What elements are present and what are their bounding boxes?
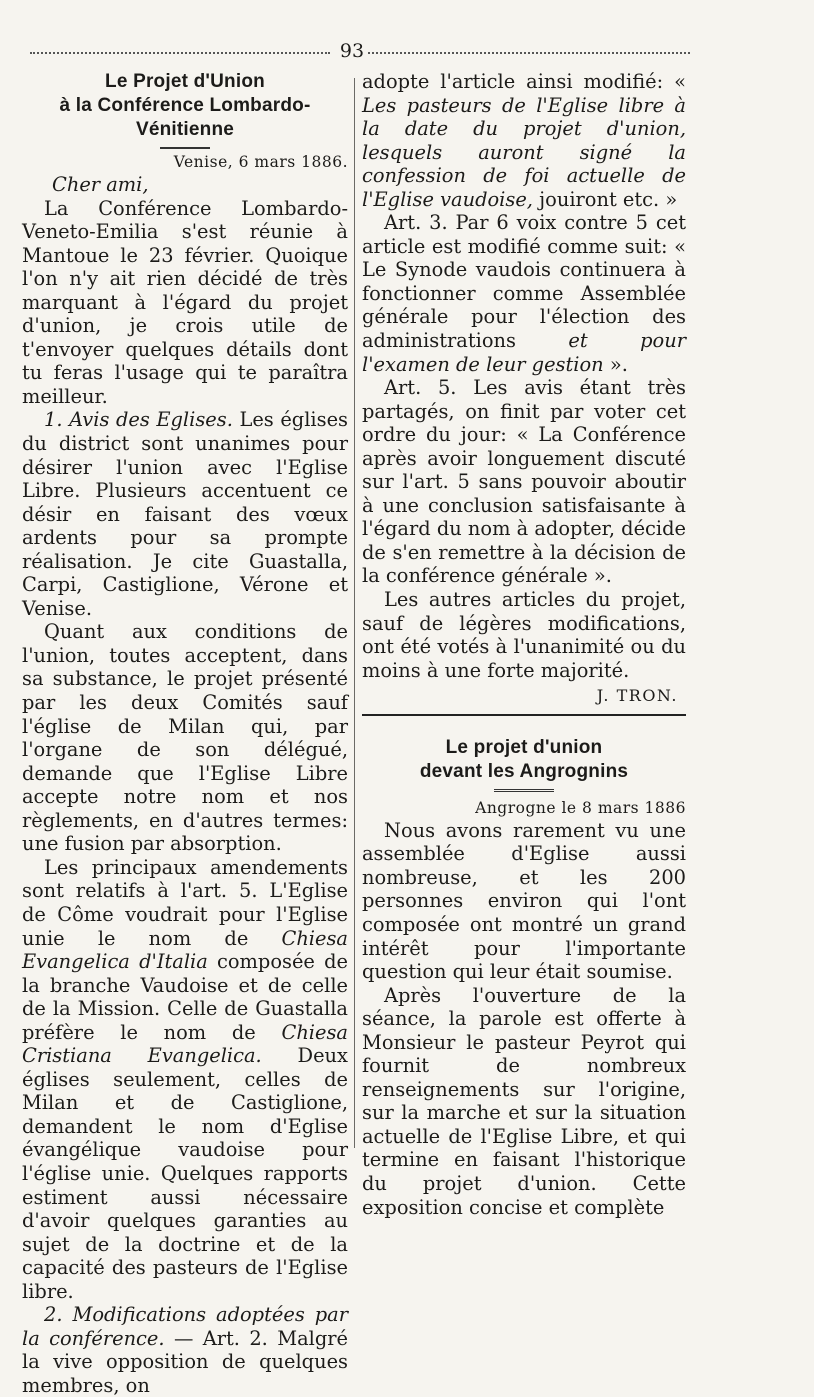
signature: J. TRON. <box>596 686 678 706</box>
article-title-line1: Le projet d'union <box>445 736 603 758</box>
paragraph-text: — Art. 2. Malgré la vive opposition de quelques membres, on <box>22 1326 348 1397</box>
title-rule <box>160 147 210 149</box>
paragraph-text: Les principaux amendements sont relatifs à l'art. 5. L'Eglise de Côme voudrait pour l'Eglise unie le nom de <box>22 855 348 950</box>
italic-name: Chiesa Evangelica d'Italia <box>22 926 348 974</box>
dateline: Angrogne le 8 mars 1886 <box>475 798 686 817</box>
paragraph: Quant aux conditions de l'union, toutes acceptent, dans sa substance, le projet présenté par les deux Comités sauf l'église de Milan qui, par l'organe de son délégué, demande que l'Eglise Libre accepte notre nom et nos règlements, en d'autres termes: une fusion par absorption. <box>22 620 348 856</box>
salutation: Cher ami, <box>52 173 149 196</box>
paragraph-text: jouiront etc. » <box>532 187 678 211</box>
paragraph-label: 1. Avis des Eglises. <box>44 408 233 432</box>
italic-quote: et pour l'examen de leur gestion <box>362 329 686 376</box>
paragraph: Les autres articles du projet, sauf de légères modifications, ont été votés à l'unanimité ou du moins à une forte majorité. <box>362 588 686 682</box>
paragraph: Nous avons rarement vu une assemblée d'Eglise aussi nombreuse, et les 200 personnes environ qui l'ont composée ont montré un grand intérêt pour l'importante question qui leur était soumise. <box>362 818 686 984</box>
article-title <box>22 70 348 142</box>
paragraph <box>362 70 686 211</box>
article-title <box>362 736 686 784</box>
article-title-line2: devant les Angrognins <box>419 760 629 782</box>
italic-name: Chiesa Cristiana Evangelica. <box>22 1020 348 1068</box>
left-column <box>22 70 348 1397</box>
paragraph: Art. 5. Les avis étant très partagés, on finit par voter cet ordre du jour: « La Conférence après avoir longuement discuté sur l'art. 5 sans pouvoir aboutir à une conclusion satisfaisante à l'égard du nom à adopter, décide de s'en remettre à la décision de la conférence générale ». <box>362 376 686 588</box>
paragraph <box>22 856 348 1303</box>
title-rule <box>494 789 554 794</box>
column-divider <box>354 78 355 1148</box>
paragraph-text: composée de la branche Vaudoise et de celle de la Mission. Celle de Guastalla préfère le nom de <box>22 950 348 1044</box>
paragraph <box>22 408 348 620</box>
paragraph-label: 2. Modifications adoptées par la conférence. <box>22 1303 348 1350</box>
right-column <box>362 70 686 1219</box>
paragraph: Après l'ouverture de la séance, la parole est offerte à Monsieur le pasteur Peyrot qui fournit de nombreux renseignements sur l'origine, sur la marche et sur la situation actuelle de l'Eglise Libre, et qui termine en faisant l'historique du projet d'union. Cette exposition concise et complète <box>362 983 686 1219</box>
header-rule-left <box>30 52 330 54</box>
paragraph-text: Deux églises seulement, celles de Milan et de Castiglione, demandent le nom d'Eglise évangélique vaudoise pour l'église unie. Quelques rapports estiment aussi nécessaire d'avoir quelques garanties au sujet de la doctrine et de la capacité des pasteurs de l'Eglise libre. <box>22 1044 348 1303</box>
article-title-line2: à la Conférence Lombardo-Vénitienne <box>59 95 311 140</box>
italic-quote: Les pasteurs de l'Eglise libre à la date du projet d'union, lesquels auront signé la confession de foi actuelle de l'Eglise vaudoise, <box>362 93 686 211</box>
header-rule-right <box>368 52 690 54</box>
article-title-line1: Le Projet d'Union <box>105 71 265 92</box>
paragraph <box>362 211 686 376</box>
paragraph-text: ». <box>603 352 628 376</box>
paragraph <box>22 1303 348 1397</box>
section-rule <box>362 714 686 716</box>
paragraph-text: Art. 3. Par 6 voix contre 5 cet article est modifié comme suit: « Le Synode vaudois continuera à fonctionner comme Assemblée générale pour l'élection des administrations <box>362 211 686 353</box>
paragraph-text: adopte l'article ainsi modifié: « <box>362 70 686 93</box>
paragraph: La Conférence Lombardo-Veneto-Emilia s'est réunie à Mantoue le 23 février. Quoique l'on n'y ait rien décidé de très marquant à l'égard du projet d'union, je crois utile de t'envoyer quelques détails dont tu feras l'usage qui te paraîtra meilleur. <box>22 196 348 408</box>
page-number: 93 <box>339 40 365 62</box>
dateline: Venise, 6 mars 1886. <box>173 153 348 171</box>
paragraph-text: Les églises du district sont unanimes pour désirer l'union avec l'Eglise Libre. Plusieurs accentuent ce désir en faisant des vœux ardents pour sa prompte réalisation. Je cite Guastalla, Carpi, Castiglione, Vérone et Venise. <box>22 408 348 620</box>
